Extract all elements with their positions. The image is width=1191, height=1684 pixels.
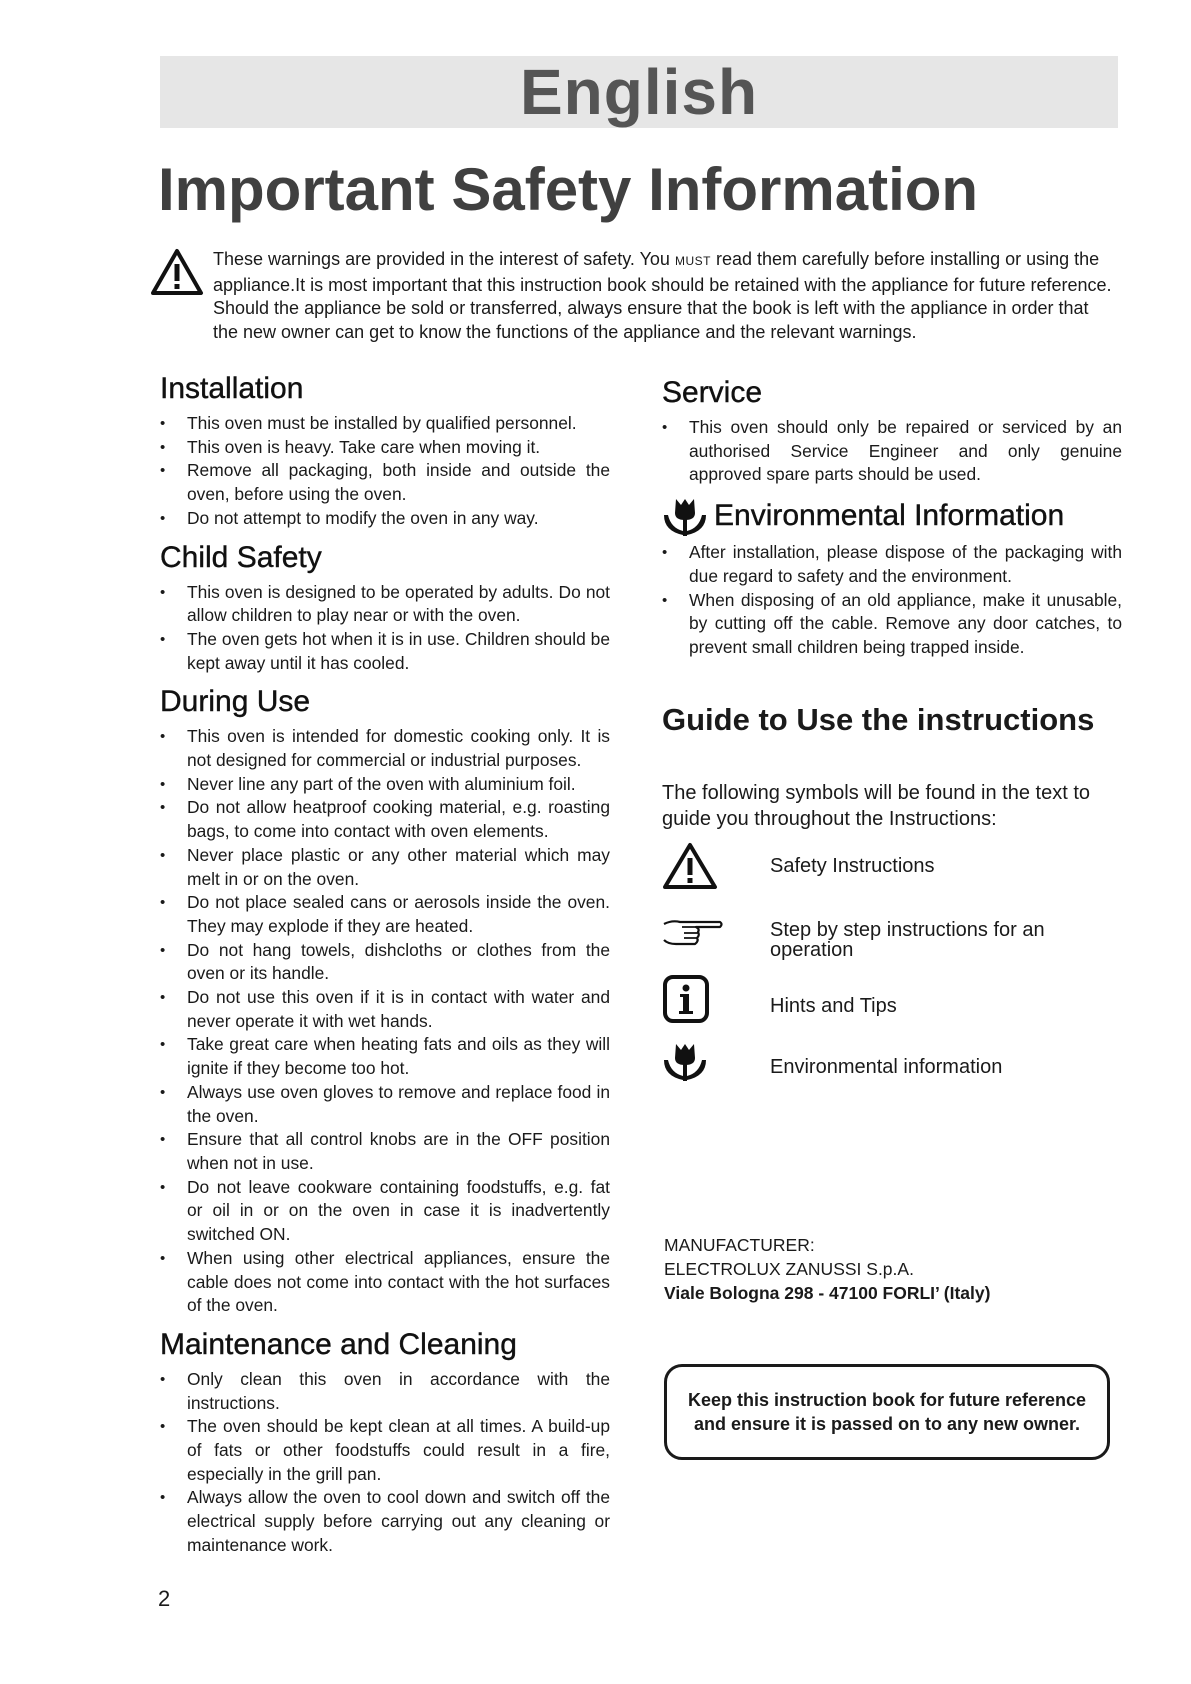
manufacturer-address: Viale Bologna 298 - 47100 FORLI’ (Italy) — [664, 1283, 991, 1303]
list-item: • Do not hang towels, dishcloths or clothes from the oven or its handle. — [160, 939, 610, 986]
maintenance-heading: Maintenance and Cleaning — [160, 1327, 517, 1361]
list-item: • Always use oven gloves to remove and replace food in the oven. — [160, 1081, 610, 1128]
list-item: • The oven should be kept clean at all times. A build-up of fats or other foodstuffs could result in a fire, especially in the grill pan. — [160, 1415, 610, 1486]
service-heading: Service — [662, 376, 763, 409]
maintenance-list — [160, 1368, 610, 1558]
during-use-section — [160, 683, 610, 1318]
list-item: • Do not leave cookware containing foodstuffs, e.g. fat or oil in or on the oven in case it is inadvertently switched ON. — [160, 1176, 610, 1247]
list-item: • This oven is designed to be operated by adults. Do not allow children to play near or with the oven. — [160, 581, 610, 628]
environment-flower-icon — [662, 495, 708, 537]
list-item: • Never place plastic or any other material which may melt in or on the oven. — [160, 844, 610, 891]
right-column — [662, 374, 1122, 668]
list-item: • Do not place sealed cans or aerosols inside the oven. They may explode if they are heated. — [160, 891, 610, 938]
child-safety-section — [160, 539, 610, 676]
environmental-section — [662, 495, 1122, 660]
pointing-hand-icon — [662, 916, 724, 950]
symbol-row-steps — [662, 916, 1122, 962]
symbol-row-hints — [662, 974, 1122, 1026]
list-item: • This oven is intended for domestic cooking only. It is not designed for commercial or industrial purposes. — [160, 725, 610, 772]
guide-intro: The following symbols will be found in the text to guide you throughout the Instructions: — [662, 782, 1090, 830]
page-title: Important Safety Information — [158, 156, 979, 223]
child-safety-heading: Child Safety — [160, 540, 322, 574]
environmental-heading: Environmental Information — [714, 499, 1065, 533]
manufacturer-label: MANUFACTURER: — [664, 1235, 815, 1255]
guide-heading: Guide to Use the instructions — [662, 702, 1095, 737]
list-item: • When disposing of an old appliance, make it unusable, by cutting off the cable. Remove any door catches, to prevent small children being trapped inside. — [662, 589, 1122, 660]
manufacturer-block — [664, 1233, 1124, 1305]
list-item: • This oven is heavy. Take care when moving it. — [160, 436, 610, 460]
installation-list — [160, 412, 610, 531]
list-item: • Do not use this oven if it is in contact with water and never operate it with wet hands. — [160, 986, 610, 1033]
list-item: • After installation, please dispose of the packaging with due regard to safety and the environment. — [662, 541, 1122, 588]
symbol-row-safety — [662, 842, 1122, 892]
warning-triangle-icon — [150, 248, 204, 296]
list-item: • When using other electrical appliances, ensure the cable does not come into contact with the hot surfaces of the oven. — [160, 1247, 610, 1318]
service-list — [662, 416, 1122, 487]
list-item: • The oven gets hot when it is in use. Children should be kept away until it has cooled. — [160, 628, 610, 675]
list-item: • This oven should only be repaired or serviced by an authorised Service Engineer and only genuine approved spare parts should be used. — [662, 416, 1122, 487]
left-column — [160, 370, 610, 1566]
list-item: • Do not allow heatproof cooking material, e.g. roasting bags, to come into contact with oven elements. — [160, 796, 610, 843]
symbol-label: Hints and Tips — [770, 995, 897, 1017]
list-item: • This oven must be installed by qualified personnel. — [160, 412, 610, 436]
service-section — [662, 374, 1122, 487]
must-emphasis: MUST — [674, 254, 711, 268]
list-item: • Ensure that all control knobs are in the OFF position when not in use. — [160, 1128, 610, 1175]
warning-triangle-icon — [662, 842, 718, 890]
child-safety-list — [160, 581, 610, 676]
page-number: 2 — [158, 1586, 171, 1611]
installation-heading: Installation — [160, 372, 304, 405]
list-item: • Never line any part of the oven with aluminium foil. — [160, 773, 610, 797]
keep-book-notice — [664, 1364, 1110, 1460]
environment-flower-icon — [662, 1040, 708, 1082]
notice-line-1: Keep this instruction book for future reference — [687, 1390, 1087, 1410]
symbol-label: Step by step instructions for an operation — [770, 919, 1045, 961]
manufacturer-company: ELECTROLUX ZANUSSI S.p.A. — [664, 1259, 914, 1279]
list-item: • Remove all packaging, both inside and outside the oven, before using the oven. — [160, 459, 610, 506]
environmental-heading-row — [662, 495, 1122, 537]
notice-line-2: and ensure it is passed on to any new owner. — [693, 1414, 1081, 1434]
maintenance-section — [160, 1326, 610, 1558]
language-banner — [160, 56, 1118, 128]
during-use-heading: During Use — [160, 685, 311, 719]
symbol-label: Environmental information — [770, 1056, 1003, 1078]
symbol-row-environment — [662, 1040, 1122, 1086]
during-use-list — [160, 725, 610, 1318]
list-item: • Do not attempt to modify the oven in any way. — [160, 507, 610, 531]
list-item: • Only clean this oven in accordance with the instructions. — [160, 1368, 610, 1415]
info-icon — [662, 974, 710, 1024]
symbol-label: Safety Instructions — [770, 855, 935, 877]
list-item: • Always allow the oven to cool down and switch off the electrical supply before carrying out any cleaning or maintenance work. — [160, 1486, 610, 1557]
language-label: English — [519, 56, 759, 128]
intro-text: These warnings are provided in the interest of safety. You MUST read them carefully before installing or using the appliance.It is most important that this instruction book should be retained with the appliance for future reference. Should the appliance be sold or transferred, always ensure that the book is left with the appliance in order that the new owner can get to know the functions of the appliance and the relevant warnings. — [213, 249, 1112, 342]
installation-section — [160, 370, 610, 531]
list-item: • Take great care when heating fats and oils as they will ignite if they become too hot. — [160, 1033, 610, 1080]
environmental-list — [662, 541, 1122, 660]
